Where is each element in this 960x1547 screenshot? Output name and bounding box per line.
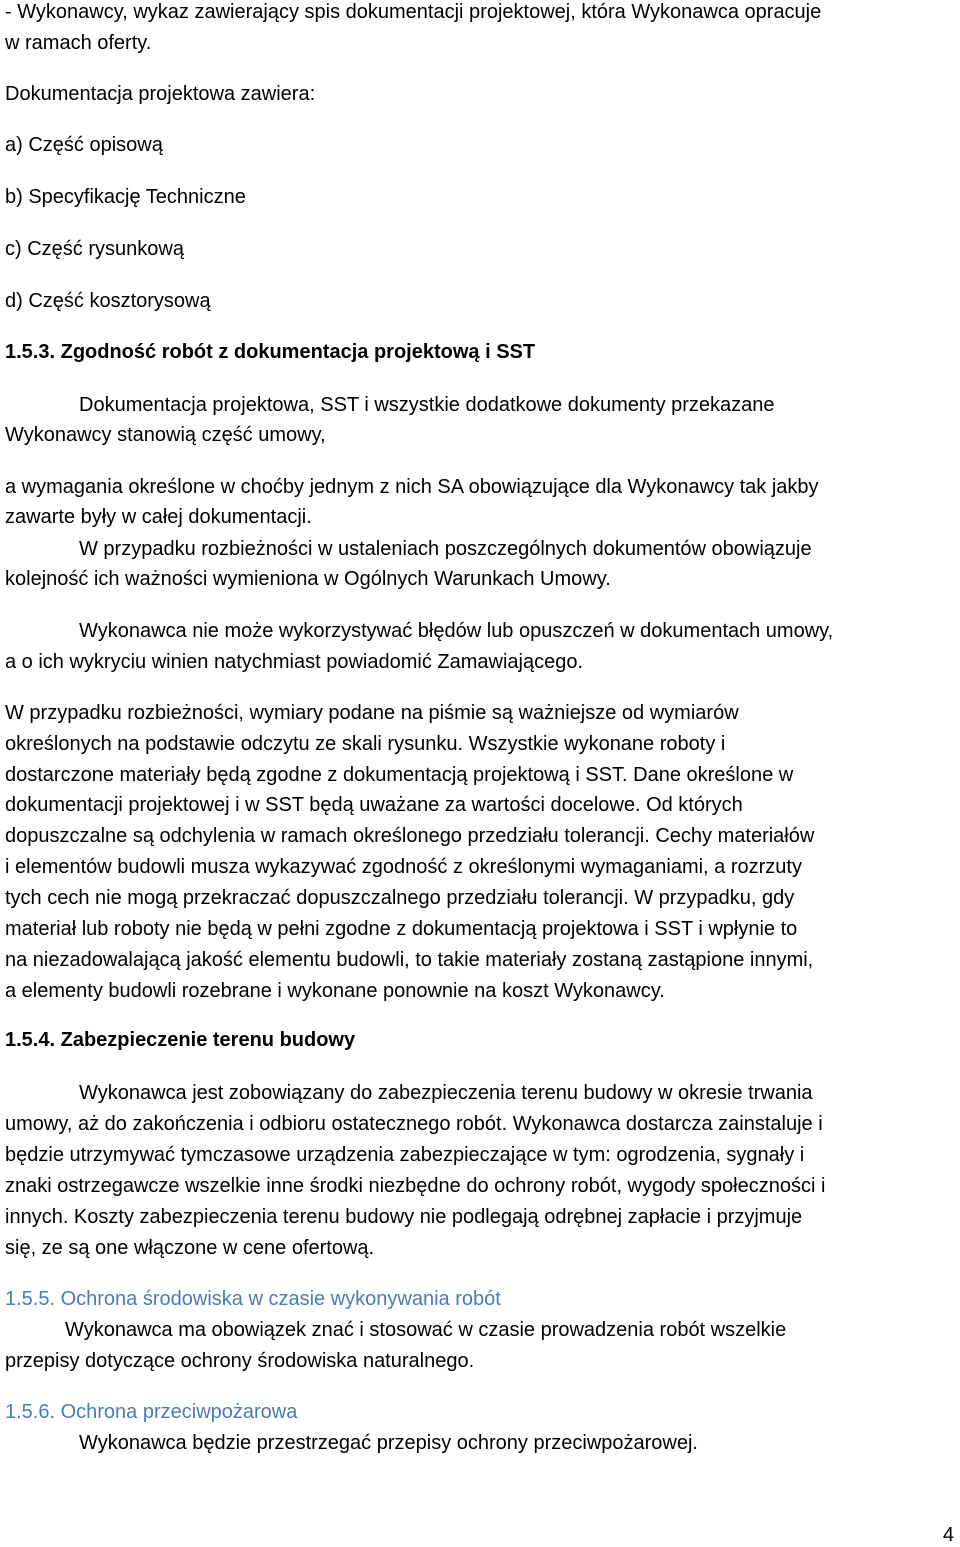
text-line: się, ze są one włączone w cene ofertową. [5,1237,375,1259]
section-number: 1.5.4. [5,1029,56,1051]
text-line: Wykonawcy stanowią część umowy, [5,424,326,446]
text-line: na niezadowalającą jakość elementu budowli, to takie materiały zostaną zastąpione innymi, [5,949,814,971]
section-heading-1-5-6: 1.5.6. Ochrona przeciwpożarowa [5,1401,298,1423]
text-line: W przypadku rozbieżności w ustaleniach poszczególnych dokumentów obowiązuje [79,538,812,560]
section-title: Zabezpieczenie terenu budowy [60,1029,356,1051]
text-line: dostarczone materiały będą zgodne z dokumentacją projektową i SST. Dane określone w [5,764,794,786]
text-line: przepisy dotyczące ochrony środowiska naturalnego. [5,1350,475,1372]
text-line: materiał lub roboty nie będą w pełni zgodne z dokumentacją projektowa i SST i wpłynie to [5,918,798,940]
text-line: określonych na podstawie odczytu ze skali rysunku. Wszystkie wykonane roboty i [5,733,726,755]
text-line: Dokumentacja projektowa zawiera: [5,83,316,105]
text-line: w ramach oferty. [5,32,152,54]
text-line: będzie utrzymywać tymczasowe urządzenia zabezpieczające w tym: ogrodzenia, sygnały i [5,1144,805,1166]
section-heading-1-5-5: 1.5.5. Ochrona środowiska w czasie wykonywania robót [5,1288,501,1310]
text-line: a wymagania określone w choćby jednym z nich SA obowiązujące dla Wykonawcy tak jakby [5,476,819,498]
text-line: innych. Koszty zabezpieczenia terenu budowy nie podlegają odrębnej zapłacie i przyjmuje [5,1206,803,1228]
list-item: d) Część kosztorysową [5,290,211,312]
text-line: Wykonawca będzie przestrzegać przepisy ochrony przeciwpożarowej. [79,1432,698,1454]
section-heading-1-5-4 [5,1028,355,1052]
list-item: b) Specyfikację Techniczne [5,186,246,208]
text-line: Dokumentacja projektowa, SST i wszystkie dodatkowe dokumenty przekazane [79,394,775,416]
text-line: zawarte były w całej dokumentacji. [5,506,312,528]
list-item: c) Część rysunkową [5,238,184,260]
text-line: dokumentacji projektowej i w SST będą uważane za wartości docelowe. Od których [5,794,743,816]
text-line: W przypadku rozbieżności, wymiary podane na piśmie są ważniejsze od wymiarów [5,702,739,724]
page-number: 4 [942,1524,954,1546]
text-line: a elementy budowli rozebrane i wykonane ponownie na koszt Wykonawcy. [5,980,665,1002]
text-line: kolejność ich ważności wymieniona w Ogólnych Warunkach Umowy. [5,568,611,590]
section-heading-1-5-3: 1.5.3. Zgodność robót z dokumentacja projektową i SST [5,341,536,363]
text-line: umowy, aż do zakończenia i odbioru ostatecznego robót. Wykonawca dostarcza zainstaluje i [5,1113,823,1135]
text-line: i elementów budowli musza wykazywać zgodność z określonymi wymaganiami, a rozrzuty [5,856,802,878]
text-line: Wykonawca jest zobowiązany do zabezpieczenia terenu budowy w okresie trwania [79,1082,813,1104]
text-line: dopuszczalne są odchylenia w ramach określonego przedziału tolerancji. Cechy materiałów [5,825,815,847]
text-line: Wykonawca nie może wykorzystywać błędów lub opuszczeń w dokumentach umowy, [79,620,834,642]
text-line: znaki ostrzegawcze wszelkie inne środki niezbędne do ochrony robót, wygody społeczności i [5,1175,826,1197]
text-line: a o ich wykryciu winien natychmiast powiadomić Zamawiającego. [5,651,584,673]
text-line: tych cech nie mogą przekraczać dopuszczalnego przedziału tolerancji. W przypadku, gdy [5,887,795,909]
list-item: a) Część opisową [5,134,163,156]
text-line: Wykonawca ma obowiązek znać i stosować w czasie prowadzenia robót wszelkie [65,1319,787,1341]
text-line: - Wykonawcy, wykaz zawierający spis dokumentacji projektowej, która Wykonawca opracuje [5,1,822,23]
